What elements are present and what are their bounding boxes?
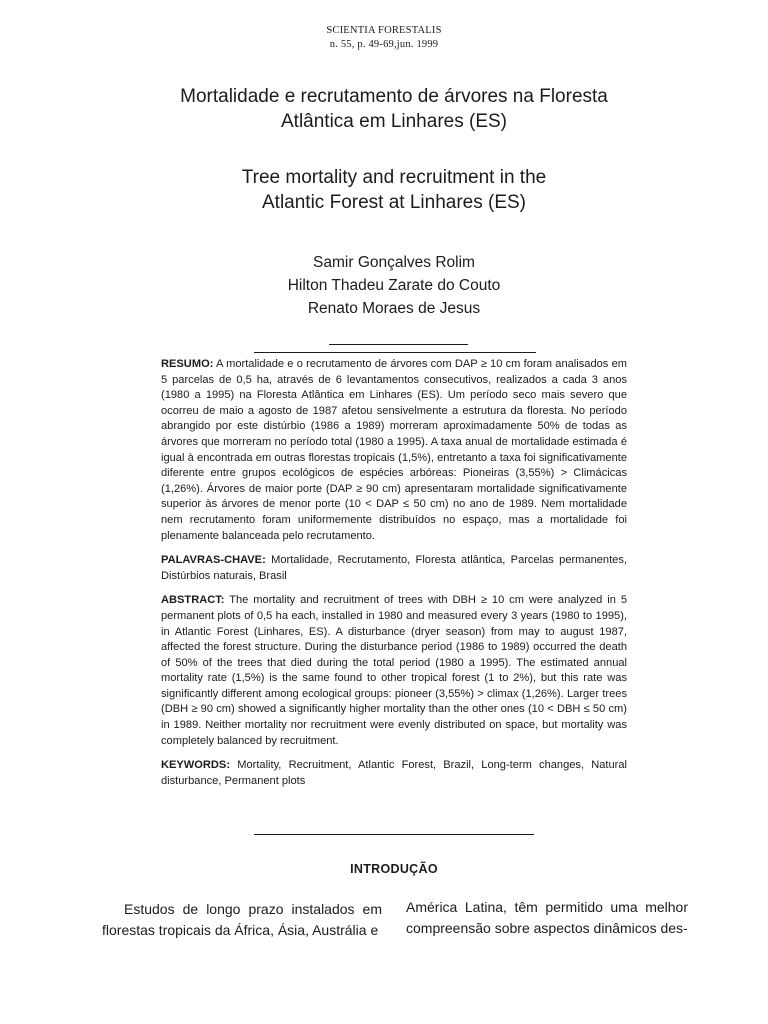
palavras-chave-paragraph xyxy=(161,553,627,584)
body-column-right: América Latina, têm permitido uma melhor compreensão sobre aspectos dinâmicos des- xyxy=(406,899,688,936)
author-name: Renato Moraes de Jesus xyxy=(307,300,481,317)
divider-bottom xyxy=(254,834,534,835)
keywords-paragraph xyxy=(161,758,627,789)
abstract-block xyxy=(161,357,627,798)
abstract-text: The mortality and recruitment of trees with DBH ≥ 10 cm were analyzed in 5 permanent plots of 0,5 ha each, installed in 1980 and measured every 3 years (1980 to 1995), in Atlantic Forest (Linhares, ES). A disturbance (dryer season) from may to august 1987, affected the forest structure. During the disturbance period (1986 to 1989) occurred the death of 50% of the trees that died during the total period (1980 a 1995). The estimated annual mortality rate (1,5%) is the same found to other tropical forest (1 to 2%), but this rate was significantly different among ecological groups: pioneer (3,55%) > climax (1,26%). Larger trees (DBH ≥ 90 cm) showed a significantly higher mortality than the other ones (10 < DBH ≤ 50 cm) in 1989. Neither mortality nor recruitment were evenly distributed on space, but mortality was completely balanced by recruitment. xyxy=(161,594,627,747)
title-portuguese xyxy=(0,84,768,134)
author-list xyxy=(0,251,768,320)
keywords-label: KEYWORDS: xyxy=(161,759,231,772)
title-pt-line-1: Mortalidade e recrutamento de árvores na Floresta xyxy=(180,86,608,107)
keywords-text: Mortality, Recruitment, Atlantic Forest, Brazil, Long-term changes, Natural disturbance, Permanent plots xyxy=(161,759,627,787)
journal-header xyxy=(0,24,768,52)
resumo-text: A mortalidade e o recrutamento de árvores com DAP ≥ 10 cm foram analisados em 5 parcelas de 0,5 ha, através de 6 levantamentos consecutivos, realizados a cada 3 anos (1980 a 1995) na Floresta Atlântica em Linhares (ES). Um período seco mais severo que ocorreu de maio a agosto de 1987 afetou sensivelmente a estrutura da floresta. No período abrangido por este distúrbio (1986 a 1989) morreram aproximadamente 50% de todas as árvores que morreram no período total (1980 a 1995). A taxa anual de mortalidade estimada é igual à encontrada em outras florestas tropicais (1,5%), entretanto a taxa foi significativamente diferente entre grupos ecológicos de espécies arbóreas: Pioneiras (3,55%) > Climácicas (1,26%). Árvores de maior porte (DAP ≥ 90 cm) apresentaram mortalidade significativamente superior às árvores de menor porte (10 < DAP ≤ 50 cm) no ano de 1989. Nem mortalidade nem recrutamento foram uniformemente distribuídos no espaço, mas a mortalidade foi plenamente balanceada pelo recrutamento. xyxy=(161,358,627,542)
title-en-line-2: Atlantic Forest at Linhares (ES) xyxy=(262,192,526,213)
abstract-paragraph xyxy=(161,593,627,749)
journal-name: SCIENTIA FORESTALIS xyxy=(326,25,442,36)
author-name: Hilton Thadeu Zarate do Couto xyxy=(287,277,501,294)
resumo-label: RESUMO: xyxy=(161,358,214,370)
abstract-label: ABSTRACT: xyxy=(161,594,225,607)
palavras-chave-text: Mortalidade, Recrutamento, Floresta atlântica, Parcelas permanentes, Distúrbios naturais, Brasil xyxy=(161,554,627,582)
divider-short xyxy=(329,344,468,345)
journal-citation: n. 55, p. 49-69,jun. 1999 xyxy=(329,39,439,50)
section-heading-introducao: INTRODUÇÃO xyxy=(350,862,438,876)
title-en-line-1: Tree mortality and recruitment in the xyxy=(241,167,547,188)
resumo-paragraph xyxy=(161,357,627,544)
divider-top xyxy=(254,352,536,353)
palavras-chave-label: PALAVRAS-CHAVE: xyxy=(161,554,266,567)
title-pt-line-2: Atlântica em Linhares (ES) xyxy=(281,111,507,132)
author-name: Samir Gonçalves Rolim xyxy=(313,254,475,271)
title-english xyxy=(0,165,768,215)
body-column-left: Estudos de longo prazo instalados em florestas tropicais da África, Ásia, Austrália e xyxy=(102,901,382,938)
